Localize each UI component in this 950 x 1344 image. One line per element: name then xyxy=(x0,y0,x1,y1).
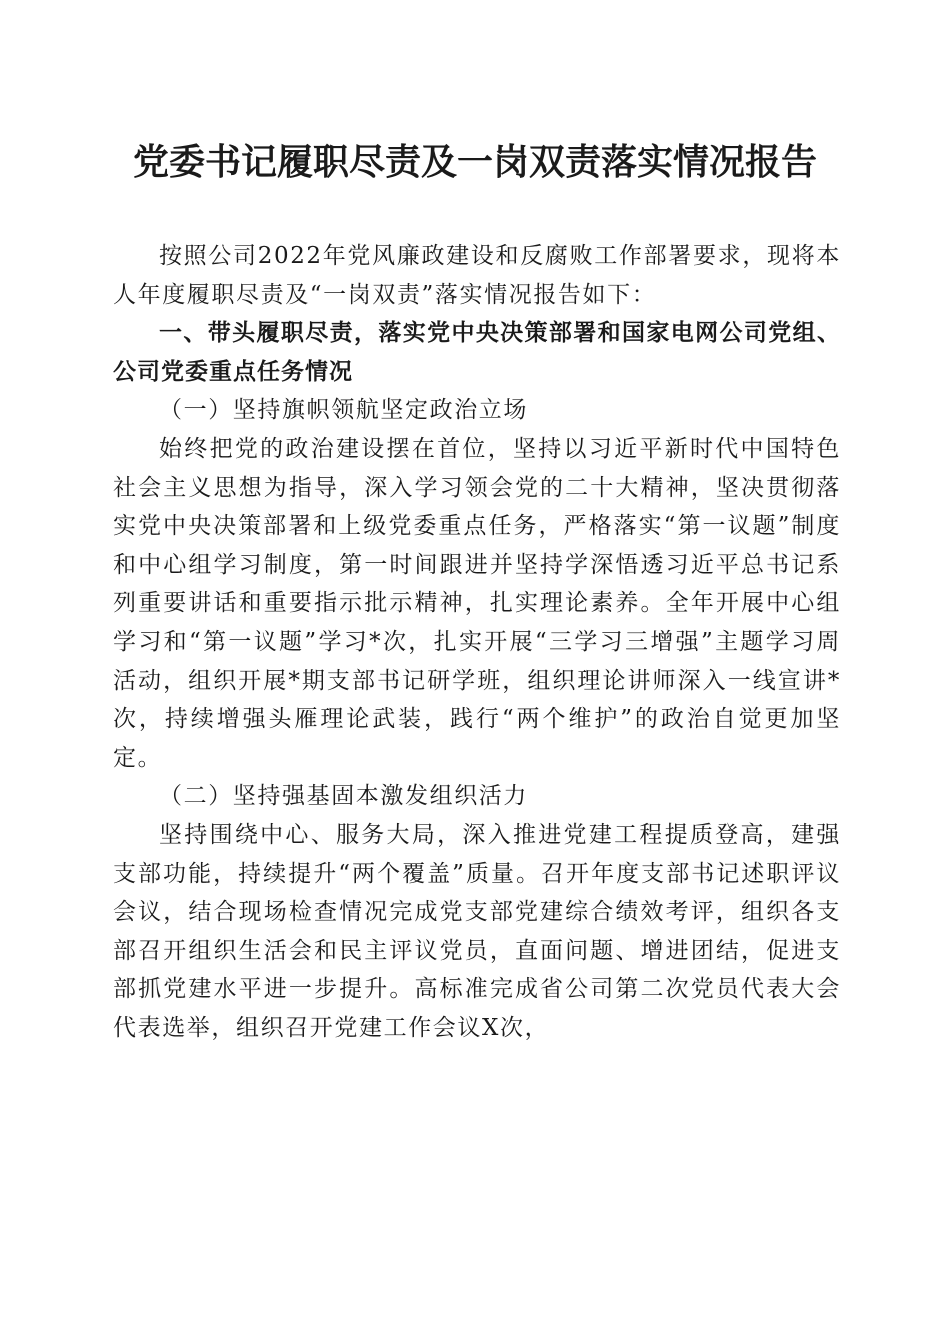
subsection-2-heading: （二）坚持强基固本激发组织活力 xyxy=(159,783,528,810)
section-1-heading: 一、带头履职尽责，落实党中央决策部署和国家电网公司党组、公司党委重点任务情况 xyxy=(113,320,841,385)
intro-paragraph: 按照公司2022年党风廉政建设和反腐败工作部署要求，现将本人年度履职尽责及“一岗双责”落实情况报告如下： xyxy=(113,243,841,308)
subsection-2-body: 坚持围绕中心、服务大局，深入推进党建工程提质登高，建强支部功能，持续提升“两个覆盖”质量。召开年度支部书记述职评议会议，结合现场检查情况完成党支部党建综合绩效考评，组织各支部召开组织生活会和民主评议党员，直面问题、增进团结，促进支部抓党建水平进一步提升。高标准完成省公司第二次党员代表大会代表选举，组织召开党建工作会议Ⅹ次， xyxy=(113,821,841,1041)
subsection-1-heading: （一）坚持旗帜领航坚定政治立场 xyxy=(159,397,528,424)
document-title: 党委书记履职尽责及一岗双责落实情况报告 xyxy=(132,141,817,183)
document-body xyxy=(113,237,841,1047)
subsection-1-body: 始终把党的政治建设摆在首位，坚持以习近平新时代中国特色社会主义思想为指导，深入学习领会党的二十大精神，坚决贯彻落实党中央决策部署和上级党委重点任务，严格落实“第一议题”制度和中心组学习制度，第一时间跟进并坚持学深悟透习近平总书记系列重要讲话和重要指示批示精神，扎实理论素养。全年开展中心组学习和“第一议题”学习*次，扎实开展“三学习三增强”主题学习周活动，组织开展*期支部书记研学班，组织理论讲师深入一线宣讲*次，持续增强头雁理论武装，践行“两个维护”的政治自觉更加坚定。 xyxy=(113,435,841,771)
